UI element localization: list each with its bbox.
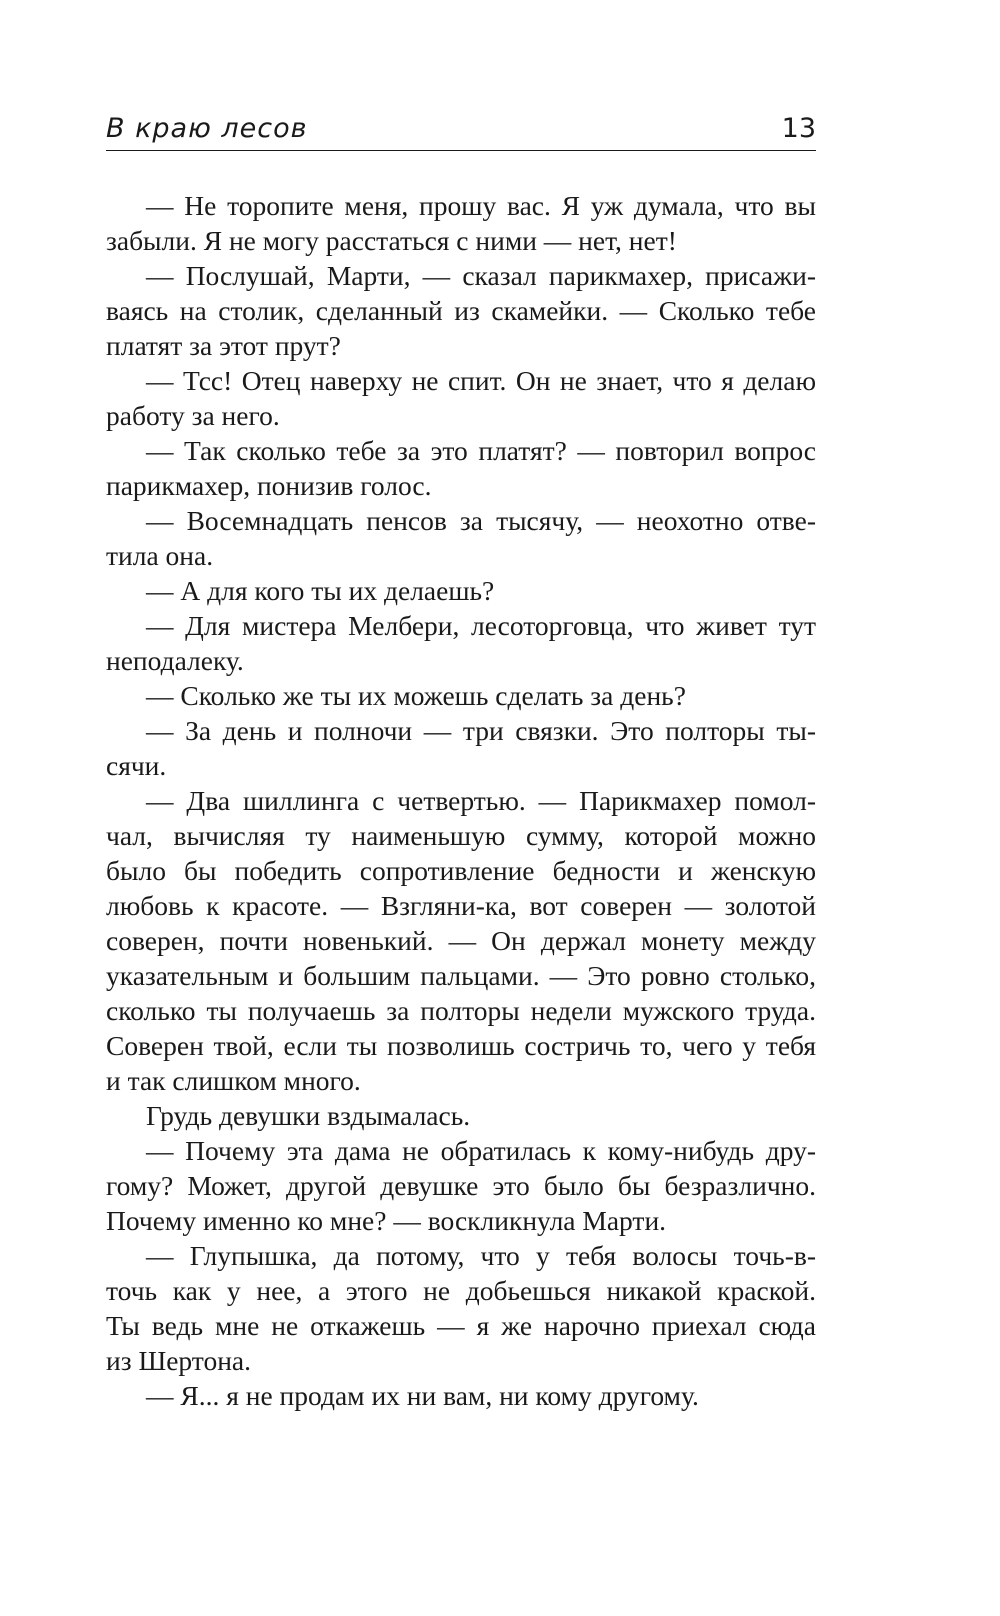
text-line: работу за него. [106, 400, 280, 431]
text-line: любовь к красоте. — Взгляни-ка, вот соверен — золотой [106, 890, 816, 921]
text-line: — Я... я не продам их ни вам, ни кому другому. [146, 1380, 699, 1411]
running-title: В краю лесов [106, 113, 308, 144]
text-line: забыли. Я не могу расстаться с ними — нет, нет! [106, 225, 677, 256]
text-line: платят за этот прут? [106, 330, 341, 361]
text-line: — Восемнадцать пенсов за тысячу, — неохотно отве- [146, 505, 816, 536]
text-line: — Не торопите меня, прошу вас. Я уж думала, что вы [146, 190, 816, 221]
text-line: указательным и большим пальцами. — Это ровно столько, [106, 960, 816, 991]
text-line: — Сколько же ты их можешь сделать за день? [146, 680, 686, 711]
page-number: 13 [781, 113, 816, 144]
text-line: — Так сколько тебе за это платят? — повторил вопрос [146, 435, 816, 466]
text-line: — Два шиллинга с четвертью. — Парикмахер помол- [146, 785, 816, 816]
text-line: парикмахер, понизив голос. [106, 470, 432, 501]
text-line: точь как у нее, а этого не добьешься никакой краской. [106, 1275, 816, 1306]
text-line: — Послушай, Марти, — сказал парикмахер, присажи- [146, 260, 816, 291]
text-line: Ты ведь мне не откажешь — я же нарочно приехал сюда [106, 1310, 816, 1341]
text-line: Соверен твой, если ты позволишь состричь то, чего у тебя [106, 1030, 816, 1061]
text-line: Почему именно ко мне? — воскликнула Марти. [106, 1205, 667, 1236]
text-line: Грудь девушки вздымалась. [146, 1100, 471, 1131]
text-line: — Глупышка, да потому, что у тебя волосы точь-в- [146, 1240, 816, 1271]
text-line: и так слишком много. [106, 1065, 361, 1096]
text-line: неподалеку. [106, 645, 244, 676]
text-line: из Шертона. [106, 1345, 251, 1376]
text-line: было бы победить сопротивление бедности и женскую [106, 855, 816, 886]
text-line: чал, вычисляя ту наименьшую сумму, которой можно [106, 820, 816, 851]
text-line: сколько ты получаешь за полторы недели мужского труда. [106, 995, 816, 1026]
text-line: тила она. [106, 540, 214, 571]
text-line: соверен, почти новенький. — Он держал монету между [106, 925, 816, 956]
text-line: сячи. [106, 750, 167, 781]
text-line: — За день и полночи — три связки. Это полторы ты- [146, 715, 816, 746]
text-line: гому? Может, другой девушке это было бы безразлично. [106, 1170, 816, 1201]
body-text [106, 188, 816, 1413]
text-line: — Тсс! Отец наверху не спит. Он не знает, что я делаю [146, 365, 816, 396]
text-line: ваясь на столик, сделанный из скамейки. — Сколько тебе [106, 295, 816, 326]
text-line: — Для мистера Мелбери, лесоторговца, что живет тут [146, 610, 816, 641]
running-header [106, 110, 816, 151]
text-line: — Почему эта дама не обратилась к кому-нибудь дру- [146, 1135, 816, 1166]
text-line: — А для кого ты их делаешь? [146, 575, 495, 606]
